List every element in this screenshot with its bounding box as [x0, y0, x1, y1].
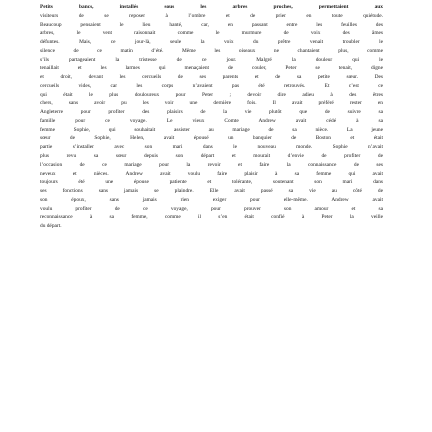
- text-line: qui était le plus douloureux pour Peter ; devoir dire adieu à des êtres: [40, 91, 383, 98]
- text-line: défuntes. Mais, ce jour-là, seule la voix du prêtre venait troubler le: [40, 39, 383, 46]
- text-line: Petits bancs, installés sous les arbres proches, permettaient aux: [40, 4, 383, 10]
- text-line: arbres, le vent raisonnait comme le murmure de voix des âmes: [40, 30, 383, 37]
- text-line: cercueils vides, car les corps n’avaient pas été retrouvés. Et c’est ce: [40, 82, 383, 89]
- body-text: [40, 3, 383, 231]
- text-line: l’occasion de ce mariage pour la revoir et faire la connaissance de ses: [40, 161, 383, 168]
- text-line: silence de ce matin d’été. Même les oiseaux ne chantaient plus, comme: [40, 47, 383, 54]
- text-line: partie s’installer avec son mari dans le nouveau monde. Sophie n’avait: [40, 144, 383, 151]
- text-line: et droit, devant les cercueils de ses parents et de sa petite sœur. Des: [40, 74, 383, 81]
- text-line: tenaillait et les larmes qui menaçaient de couler, Peter se tenait, digne: [40, 65, 383, 72]
- text-line: voulu profiter de ce voyage, pour prouver son amour et sa: [40, 205, 383, 212]
- text-line: Beaucoup pensaient le lieu hanté, car, en passant entre les feuilles des: [40, 21, 383, 28]
- text-line: femme Sophie, qui souhaitait assister au mariage de sa nièce. La jeune: [40, 126, 383, 133]
- text-line: reconnaissance à sa femme, comme il s’en était confié à Peter la veille: [40, 214, 383, 221]
- text-line: Angleterre pour profiter des plaisirs de la vie plutôt que de suivre sa: [40, 109, 383, 116]
- text-line: chers, sans avoir pu les voir une dernière fois. Il avait préféré rester en: [40, 100, 383, 107]
- text-line: du départ.: [40, 223, 62, 230]
- text-line: toujours été une épouse patiente et tolérante, soutenant son mari dans: [40, 179, 383, 186]
- text-line: visiteurs de se reposer à l’ombre et de prier en toute quiétude.: [40, 12, 383, 19]
- text-line: ses fonctions sans jamais se plaindre. Elle avait passé sa vie au côté de: [40, 188, 383, 195]
- text-line: neveux et nièces. Andrew avait voulu faire plaisir à sa femme qui avait: [40, 170, 383, 177]
- text-line: sœur de Sophie, Helen, avait épousé un banquier de Boston et était: [40, 135, 383, 142]
- text-line: famille pour ce voyage. Le vieux Comte Andrew avait cédé à sa: [40, 117, 383, 124]
- text-line: son époux, sans jamais rien exiger pour elle-même. Andrew avait: [40, 196, 383, 203]
- text-line: s’ils partageaient la tristesse de ce jour. Malgré la douleur qui le: [40, 56, 383, 63]
- text-line: plus revu sa sœur depuis son départ et mourait d’envie de profiter de: [40, 153, 383, 160]
